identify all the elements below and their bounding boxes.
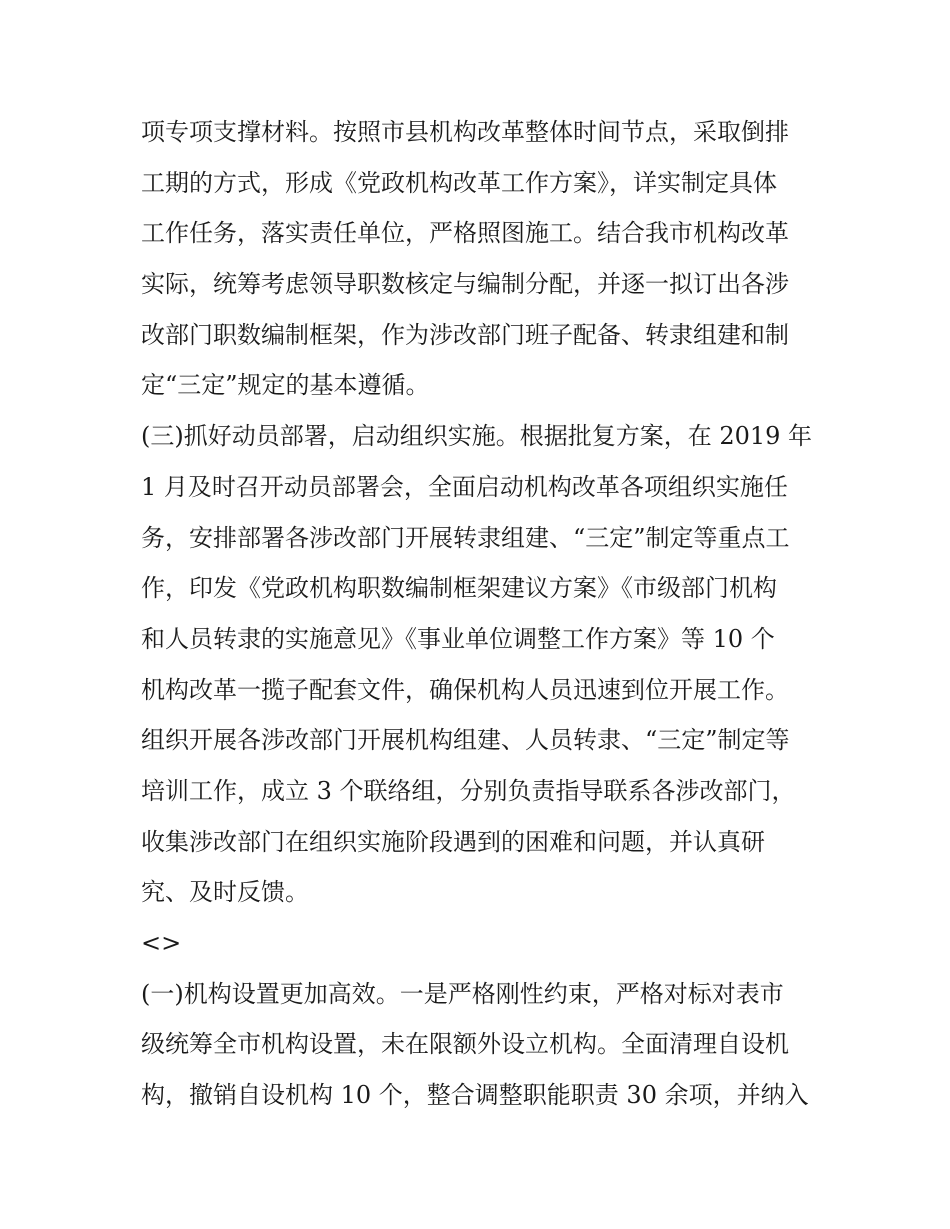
text-line: 培训工作，成立 3 个联络组，分别负责指导联系各涉改部门， (141, 776, 796, 805)
text-line: 改部门职数编制框架，作为涉改部门班子配备、转隶组建和制 (141, 320, 789, 349)
text-line: 究、及时反馈。 (141, 878, 309, 907)
text-line: 工作任务，落实责任单位，严格照图施工。结合我市机构改革 (141, 219, 789, 248)
text-line: 机构改革一揽子配套文件，确保机构人员迅速到位开展工作。 (141, 675, 789, 704)
text-line: 构，撤销自设机构 10 个，整合调整职能职责 30 余项，并纳入 (141, 1081, 809, 1110)
text-line: 项专项支撑材料。按照市县机构改革整体时间节点，采取倒排 (141, 118, 789, 146)
text-line: 和人员转隶的实施意见》《事业单位调整工作方案》等 10 个 (141, 624, 775, 653)
text-line: 工期的方式，形成《党政机构改革工作方案》，详实制定具体 (141, 168, 777, 197)
text-line: 级统筹全市机构设置，未在限额外设立机构。全面清理自设机 (141, 1030, 789, 1059)
text-line: 实际，统筹考虑领导职数核定与编制分配，并逐一拟订出各涉 (141, 270, 789, 299)
text-line: 务，安排部署各涉改部门开展转隶组建、“三定”制定等重点工 (141, 523, 790, 552)
text-line: 收集涉改部门在组织实施阶段遇到的困难和问题，并认真研 (141, 827, 765, 856)
document-body (141, 107, 821, 1121)
section-heading-line: (三)抓好动员部署，启动组织实施。根据批复方案，在 2019 年 (141, 422, 813, 451)
text-line: 1 月及时召开动员部署会，全面启动机构改革各项组织实施任 (141, 472, 788, 501)
section-marker: <> (141, 929, 182, 957)
text-line: 定“三定”规定的基本遵循。 (141, 371, 430, 400)
text-line: 组织开展各涉改部门开展机构组建、人员转隶、“三定”制定等 (141, 726, 790, 755)
section-heading-line: (一)机构设置更加高效。一是严格刚性约束，严格对标对表市 (141, 979, 784, 1008)
text-line: 作，印发《党政机构职数编制框架建议方案》《市级部门机构 (141, 574, 777, 603)
